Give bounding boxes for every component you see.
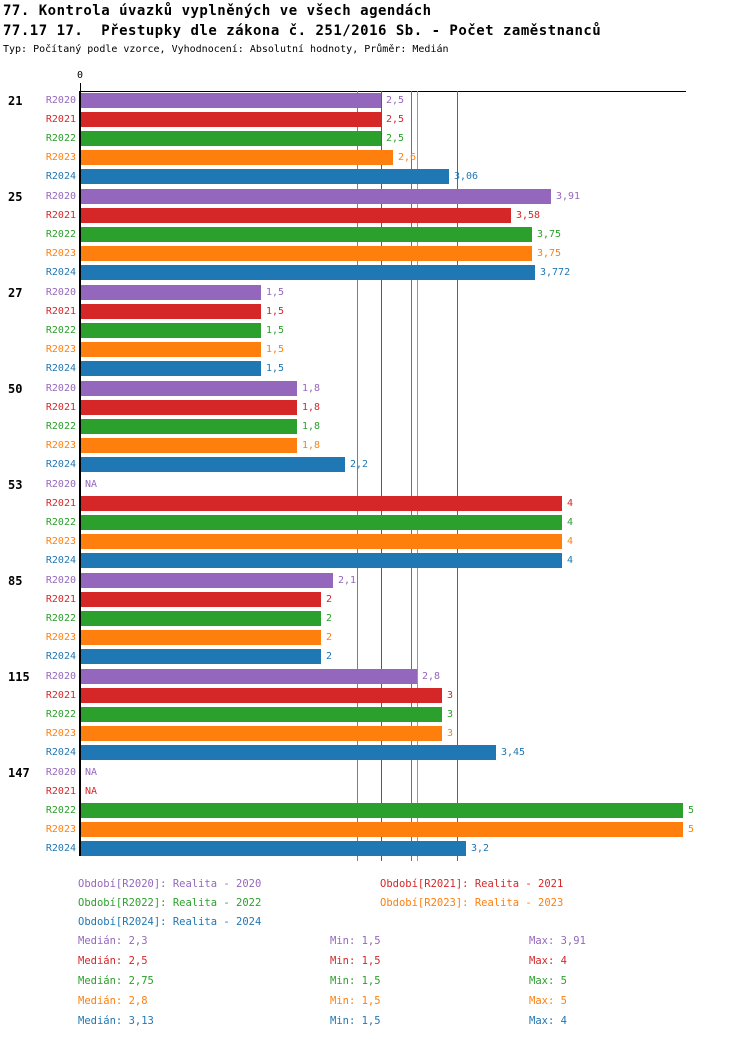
axis-zero-tick xyxy=(80,83,81,91)
stat-min-R2024: Min: 1,5 xyxy=(330,1015,381,1027)
value-label-53-R2021: 4 xyxy=(567,498,574,509)
year-label-53-R2021: R2021 xyxy=(45,498,76,509)
bar-25-R2020 xyxy=(81,189,551,204)
value-label-21-R2021: 2,5 xyxy=(386,114,405,125)
na-label-147-R2020: NA xyxy=(85,767,98,778)
year-label-21-R2022: R2022 xyxy=(45,133,76,144)
year-label-50-R2024: R2024 xyxy=(45,459,76,470)
value-label-147-R2022: 5 xyxy=(688,805,695,816)
group-label-21: 21 xyxy=(8,94,23,108)
bar-21-R2022 xyxy=(81,131,381,146)
value-label-25-R2023: 3,75 xyxy=(537,248,562,259)
bar-115-R2023 xyxy=(81,726,442,741)
stat-median-R2021: Medián: 2,5 xyxy=(78,955,148,967)
bar-85-R2022 xyxy=(81,611,321,626)
value-label-53-R2022: 4 xyxy=(567,517,574,528)
bar-50-R2023 xyxy=(81,438,297,453)
year-label-147-R2024: R2024 xyxy=(45,843,76,854)
bar-27-R2024 xyxy=(81,361,261,376)
year-label-27-R2020: R2020 xyxy=(45,287,76,298)
bar-21-R2024 xyxy=(81,169,449,184)
value-label-25-R2021: 3,58 xyxy=(516,210,541,221)
value-label-85-R2020: 2,1 xyxy=(338,575,357,586)
stat-max-R2022: Max: 5 xyxy=(529,975,567,987)
year-label-25-R2021: R2021 xyxy=(45,210,76,221)
year-label-85-R2020: R2020 xyxy=(45,575,76,586)
year-label-85-R2022: R2022 xyxy=(45,613,76,624)
value-label-115-R2024: 3,45 xyxy=(501,747,526,758)
stat-median-R2022: Medián: 2,75 xyxy=(78,975,154,987)
bar-25-R2024 xyxy=(81,265,535,280)
year-label-53-R2022: R2022 xyxy=(45,517,76,528)
group-label-50: 50 xyxy=(8,382,23,396)
value-label-21-R2020: 2,5 xyxy=(386,95,405,106)
group-label-85: 85 xyxy=(8,574,23,588)
bar-85-R2020 xyxy=(81,573,333,588)
year-label-27-R2021: R2021 xyxy=(45,306,76,317)
bar-50-R2020 xyxy=(81,381,297,396)
value-label-27-R2021: 1,5 xyxy=(266,306,285,317)
year-label-147-R2022: R2022 xyxy=(45,805,76,816)
group-label-25: 25 xyxy=(8,190,23,204)
bar-53-R2022 xyxy=(81,515,562,530)
value-label-25-R2022: 3,75 xyxy=(537,229,562,240)
stat-median-R2023: Medián: 2,8 xyxy=(78,995,148,1007)
year-label-53-R2020: R2020 xyxy=(45,479,76,490)
bar-21-R2023 xyxy=(81,150,393,165)
bar-53-R2021 xyxy=(81,496,562,511)
value-label-25-R2020: 3,91 xyxy=(556,191,581,202)
group-label-53: 53 xyxy=(8,478,23,492)
value-label-53-R2024: 4 xyxy=(567,555,574,566)
legend-item-R2020: Období[R2020]: Realita - 2020 xyxy=(78,878,262,890)
bar-85-R2024 xyxy=(81,649,321,664)
bar-25-R2021 xyxy=(81,208,511,223)
stat-min-R2021: Min: 1,5 xyxy=(330,955,381,967)
na-label-53-R2020: NA xyxy=(85,479,98,490)
bar-50-R2024 xyxy=(81,457,345,472)
year-label-25-R2024: R2024 xyxy=(45,267,76,278)
bar-25-R2022 xyxy=(81,227,532,242)
year-label-147-R2023: R2023 xyxy=(45,824,76,835)
bar-27-R2021 xyxy=(81,304,261,319)
year-label-27-R2022: R2022 xyxy=(45,325,76,336)
year-label-21-R2021: R2021 xyxy=(45,114,76,125)
bar-115-R2020 xyxy=(81,669,417,684)
year-label-25-R2022: R2022 xyxy=(45,229,76,240)
legend-item-R2024: Období[R2024]: Realita - 2024 xyxy=(78,916,262,928)
stat-median-R2020: Medián: 2,3 xyxy=(78,935,148,947)
year-label-21-R2024: R2024 xyxy=(45,171,76,182)
stat-min-R2023: Min: 1,5 xyxy=(330,995,381,1007)
year-label-147-R2020: R2020 xyxy=(45,767,76,778)
value-label-147-R2023: 5 xyxy=(688,824,695,835)
bar-27-R2023 xyxy=(81,342,261,357)
value-label-50-R2020: 1,8 xyxy=(302,383,321,394)
bar-147-R2023 xyxy=(81,822,683,837)
group-label-115: 115 xyxy=(8,670,30,684)
value-label-27-R2024: 1,5 xyxy=(266,363,285,374)
legend-item-R2022: Období[R2022]: Realita - 2022 xyxy=(78,897,262,909)
value-label-115-R2020: 2,8 xyxy=(422,671,441,682)
year-label-85-R2021: R2021 xyxy=(45,594,76,605)
stat-min-R2020: Min: 1,5 xyxy=(330,935,381,947)
value-label-21-R2022: 2,5 xyxy=(386,133,405,144)
bar-53-R2023 xyxy=(81,534,562,549)
bar-50-R2021 xyxy=(81,400,297,415)
value-label-115-R2023: 3 xyxy=(447,728,454,739)
year-label-27-R2023: R2023 xyxy=(45,344,76,355)
bar-53-R2024 xyxy=(81,553,562,568)
report-meta: Typ: Počítaný podle vzorce, Vyhodnocení: Absolutní hodnoty, Průměr: Medián xyxy=(3,44,449,55)
value-label-115-R2022: 3 xyxy=(447,709,454,720)
year-label-147-R2021: R2021 xyxy=(45,786,76,797)
stat-max-R2020: Max: 3,91 xyxy=(529,935,586,947)
bar-85-R2021 xyxy=(81,592,321,607)
value-label-50-R2023: 1,8 xyxy=(302,440,321,451)
value-label-50-R2022: 1,8 xyxy=(302,421,321,432)
bar-25-R2023 xyxy=(81,246,532,261)
na-label-147-R2021: NA xyxy=(85,786,98,797)
stat-min-R2022: Min: 1,5 xyxy=(330,975,381,987)
value-label-21-R2023: 2,6 xyxy=(398,152,417,163)
value-label-27-R2022: 1,5 xyxy=(266,325,285,336)
bar-147-R2022 xyxy=(81,803,683,818)
year-label-50-R2020: R2020 xyxy=(45,383,76,394)
value-label-27-R2023: 1,5 xyxy=(266,344,285,355)
stat-max-R2021: Max: 4 xyxy=(529,955,567,967)
year-label-115-R2023: R2023 xyxy=(45,728,76,739)
value-label-25-R2024: 3,772 xyxy=(540,267,571,278)
stat-median-R2024: Medián: 3,13 xyxy=(78,1015,154,1027)
bar-85-R2023 xyxy=(81,630,321,645)
legend-item-R2021: Období[R2021]: Realita - 2021 xyxy=(380,878,564,890)
year-label-85-R2023: R2023 xyxy=(45,632,76,643)
year-label-50-R2023: R2023 xyxy=(45,440,76,451)
x-axis-line xyxy=(80,91,686,92)
year-label-115-R2020: R2020 xyxy=(45,671,76,682)
stat-max-R2024: Max: 4 xyxy=(529,1015,567,1027)
bar-21-R2020 xyxy=(81,93,381,108)
bar-115-R2021 xyxy=(81,688,442,703)
bar-115-R2022 xyxy=(81,707,442,722)
year-label-27-R2024: R2024 xyxy=(45,363,76,374)
bar-50-R2022 xyxy=(81,419,297,434)
value-label-85-R2022: 2 xyxy=(326,613,333,624)
value-label-27-R2020: 1,5 xyxy=(266,287,285,298)
bar-147-R2024 xyxy=(81,841,466,856)
value-label-115-R2021: 3 xyxy=(447,690,454,701)
report-title: 77. Kontrola úvazků vyplněných ve všech agendách xyxy=(3,3,432,19)
year-label-115-R2021: R2021 xyxy=(45,690,76,701)
value-label-85-R2024: 2 xyxy=(326,651,333,662)
bar-115-R2024 xyxy=(81,745,496,760)
value-label-147-R2024: 3,2 xyxy=(471,843,490,854)
year-label-85-R2024: R2024 xyxy=(45,651,76,662)
bar-27-R2020 xyxy=(81,285,261,300)
legend-item-R2023: Období[R2023]: Realita - 2023 xyxy=(380,897,564,909)
group-label-147: 147 xyxy=(8,766,30,780)
value-label-85-R2023: 2 xyxy=(326,632,333,643)
year-label-53-R2023: R2023 xyxy=(45,536,76,547)
bar-27-R2022 xyxy=(81,323,261,338)
bar-21-R2021 xyxy=(81,112,381,127)
value-label-21-R2024: 3,06 xyxy=(454,171,479,182)
year-label-21-R2023: R2023 xyxy=(45,152,76,163)
year-label-50-R2022: R2022 xyxy=(45,421,76,432)
report-subtitle: 77.17 17. Přestupky dle zákona č. 251/2016 Sb. - Počet zaměstnanců xyxy=(3,23,602,39)
year-label-50-R2021: R2021 xyxy=(45,402,76,413)
year-label-21-R2020: R2020 xyxy=(45,95,76,106)
value-label-50-R2024: 2,2 xyxy=(350,459,369,470)
year-label-115-R2022: R2022 xyxy=(45,709,76,720)
group-label-27: 27 xyxy=(8,286,23,300)
year-label-115-R2024: R2024 xyxy=(45,747,76,758)
value-label-85-R2021: 2 xyxy=(326,594,333,605)
y-axis-line xyxy=(79,91,81,856)
year-label-25-R2023: R2023 xyxy=(45,248,76,259)
year-label-53-R2024: R2024 xyxy=(45,555,76,566)
axis-zero-label: 0 xyxy=(76,70,84,81)
year-label-25-R2020: R2020 xyxy=(45,191,76,202)
value-label-50-R2021: 1,8 xyxy=(302,402,321,413)
value-label-53-R2023: 4 xyxy=(567,536,574,547)
stat-max-R2023: Max: 5 xyxy=(529,995,567,1007)
